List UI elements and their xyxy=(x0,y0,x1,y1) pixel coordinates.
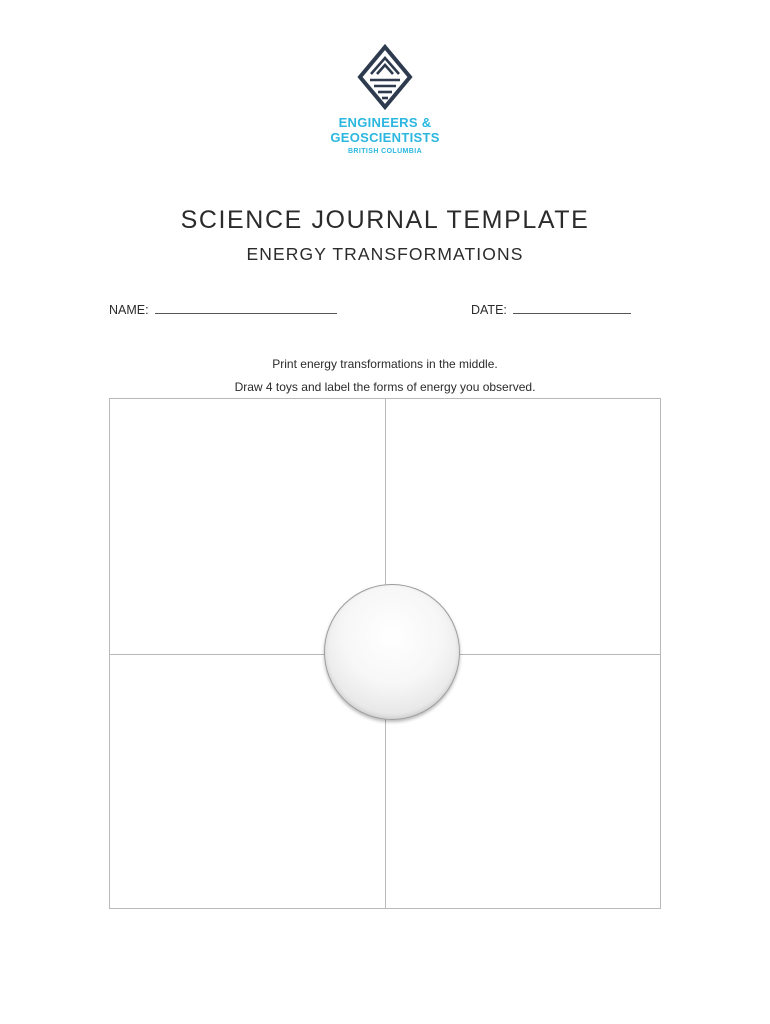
energy-transformation-circle[interactable] xyxy=(324,584,460,720)
name-blank-line[interactable] xyxy=(155,301,337,314)
organization-wordmark xyxy=(300,115,470,157)
page-title: SCIENCE JOURNAL TEMPLATE xyxy=(180,206,590,234)
instructions xyxy=(0,353,770,399)
egbc-logo-icon xyxy=(357,44,413,110)
name-field[interactable] xyxy=(109,301,337,317)
logo-line-region: BRITISH COLUMBIA xyxy=(347,148,423,155)
date-field[interactable] xyxy=(471,301,631,317)
name-label: NAME: xyxy=(109,303,149,317)
logo-line-engineers: ENGINEERS & xyxy=(338,115,432,130)
logo-line-geoscientists: GEOSCIENTISTS xyxy=(330,130,440,145)
date-blank-line[interactable] xyxy=(513,301,631,314)
instruction-line-1: Print energy transformations in the middle. xyxy=(272,357,498,371)
page-subtitle: ENERGY TRANSFORMATIONS xyxy=(246,244,524,264)
date-label: DATE: xyxy=(471,303,507,317)
drawing-grid xyxy=(109,398,661,909)
instruction-line-2: Draw 4 toys and label the forms of energy you observed. xyxy=(234,380,536,394)
